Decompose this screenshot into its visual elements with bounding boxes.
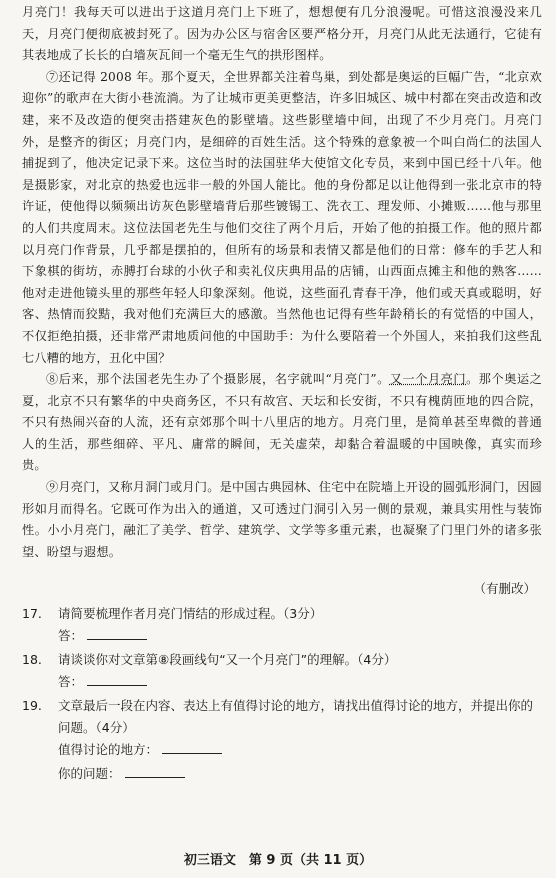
source-note: （有删改） <box>473 581 536 597</box>
question-text: 请简要梳理作者月亮门情结的形成过程。（3分） <box>58 606 323 622</box>
answer-line-18 <box>22 671 542 693</box>
question-text: 文章最后一段在内容、表达上有值得讨论的地方，请找出值得讨论的地方，并提出你的问题。（4分） <box>58 698 534 736</box>
answer-line-17 <box>22 625 542 647</box>
paragraph-intro: 月亮门！我每天可以进出于这道月亮门上下班了，想想便有几分浪漫呢。可惜这浪漫没来几天，月亮门便彻底被封死了。因为办公区与宿舍区要严格分开，月亮门从此无法通行，它徒有其表地成了长长的白墙灰瓦间一个毫无生气的拱形图样。 <box>22 5 542 63</box>
answer-blank[interactable] <box>125 764 185 778</box>
answer-blank[interactable] <box>162 740 222 754</box>
p8-after: 。那个奥运之夏，北京不只有繁华的中央商务区，不只有故宫、天坛和长安街，不只有槐荫匝地的四合院，不只有热闹兴奋的人流，还有京郊那个叫十八里店的地方。月亮门里，是简单甚至卑微的普通人的生活，那些细碎、平凡、庸常的瞬间，无关虚荣，却黏合着温暖的中国映像，真实而珍贵。 <box>22 372 542 473</box>
paragraph-8 <box>22 369 542 477</box>
answer-blank[interactable] <box>87 626 147 640</box>
answer-label: 答： <box>58 674 84 690</box>
answer-line-19a <box>22 739 542 761</box>
p8-before: ⑧后来，那个法国老先生办了个摄影展，名字就叫“月亮门”。 <box>46 372 390 387</box>
question-number: 17. <box>22 606 42 622</box>
question-number: 18. <box>22 652 42 668</box>
answer-line-19b <box>22 763 542 785</box>
answer-blank[interactable] <box>87 672 147 686</box>
paragraph-7: ⑦还记得 2008 年。那个夏天，全世界都关注着鸟巢，到处都是奥运的巨幅广告，“北京欢迎你”的歌声在大街小巷流淌。为了让城市更美更整洁，许多旧城区、城中村都在突击改造和改建，来不及改造的便突击搭建灰色的影壁墙。这些影壁墙中间，出现了不少月亮门。月亮门外，是整齐的街区；月亮门内，是细碎的百姓生活。这个特殊的意象被一个叫白尚仁的法国人捕捉到了，他决定记录下来。这位当时的法国驻华大使馆文化专员，来到中国已经十八年。他是摄影家，对北京的热爱也远非一般的外国人能比。他的身份都足以让他得到一张北京市的特许证，使他得以频频出访灰色影壁墙背后那些镀锡工、洗衣工、理发师、小摊贩……他与那里的人们共度周末。这位法国老先生与他们交往了两个月后，开始了他的拍摄工作。他的照片都以月亮门作背景，几乎都是摆拍的，但所有的场景和表情又都是他们的日常：修车的手艺人和下象棋的街坊，赤膊打台球的小伙子和卖礼仪庆典用品的店铺，山西面点摊主和他的熟客……他对走进他镜头里的那些年轻人印象深刻。他说，这些面孔青春干净，他们或天真或聪明，好客、热情而狡黠，我对他们充满巨大的感激。当然他也记得有些年龄稍长的有觉悟的中国人，不仅拒绝拍摄，还非常严肃地质问他的中国助手：为什么要陪着一个外国人，来拍我们这些乱七八糟的地方，丑化中国？ <box>22 69 542 365</box>
question-17 <box>22 603 542 625</box>
question-19 <box>22 695 542 739</box>
question-18 <box>22 649 542 671</box>
answer-label: 值得讨论的地方： <box>58 742 159 758</box>
page-footer: 初三语文 第 9 页（共 11 页） <box>183 853 373 868</box>
question-text: 请谈谈你对文章第⑧段画线句“又一个月亮门”的理解。（4分） <box>58 652 397 668</box>
question-number: 19. <box>22 698 42 714</box>
p8-marked-sentence: 又一个月亮门 <box>389 372 467 387</box>
answer-label: 你的问题： <box>58 766 121 782</box>
paragraph-9: ⑨月亮门，又称月洞门或月门。是中国古典园林、住宅中在院墙上开设的圆弧形洞门，因圆形如月而得名。它既可作为出入的通道，又可透过门洞引入另一侧的景观，兼具实用性与装饰性。小小月亮门，融汇了美学、哲学、建筑学、文学等多重元素，也凝聚了门里门外的诸多张望、盼望与遐想。 <box>22 480 542 559</box>
answer-label: 答： <box>58 628 84 644</box>
